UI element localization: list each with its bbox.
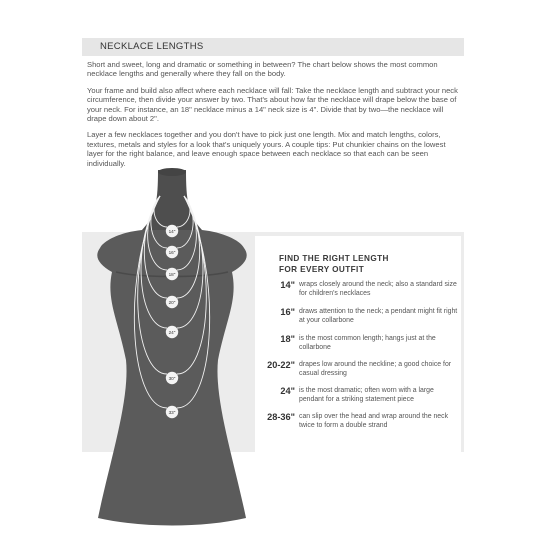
- guide-title-line-1: FIND THE RIGHT LENGTH: [279, 254, 389, 263]
- guide-item-description: is the most dramatic; often worn with a large pendant for a striking statement piece: [299, 387, 434, 403]
- page-title: NECKLACE LENGTHS: [100, 41, 204, 52]
- pendant-label: 33": [168, 409, 176, 415]
- pendant-label: 30": [168, 375, 176, 381]
- mannequin-neck-top: [158, 168, 186, 176]
- intro-paragraph-3: Layer a few necklaces together and you don't have to pick just one length. Mix and match lengths, colors, textures, metals and styles for a look that's uniquely yours. A couple tips: Put chunkier chains on the lowest layer for the right balance, and leave enough space between each necklace so that each can be seen individually.: [87, 130, 446, 168]
- guide-item-length: 16": [280, 307, 295, 317]
- pendant-label: 16": [168, 249, 176, 255]
- intro-paragraph-2: Your frame and build also affect where each necklace will fall: Take the necklace length and subtract your neck circumference, then divide your answer by two. That's about how far the necklace will drape below the base of your neck. For instance, an 18" necklace minus a 14" neck size is 4". Divide that by two—the necklace will drape down about 2".: [87, 85, 458, 124]
- guide-title: [279, 254, 389, 275]
- guide-item-description: draws attention to the neck; a pendant might fit right at your collarbone: [299, 308, 458, 324]
- pendant-label: 20": [168, 299, 176, 305]
- title-bar: [82, 38, 464, 56]
- guide-item-description: is the most common length; hangs just at the collarbone: [299, 335, 436, 351]
- guide-item-length: 14": [280, 280, 295, 290]
- guide-item-length: 20-22": [267, 360, 295, 370]
- guide-item-description: wraps closely around the neck; also a standard size for children's necklaces: [299, 281, 457, 297]
- guide-item-length: 18": [280, 334, 295, 344]
- guide-item-description: can slip over the head and wrap around the neck twice to form a double strand: [299, 413, 449, 429]
- length-guide: [255, 236, 461, 452]
- mannequin-figure: [82, 160, 262, 535]
- guide-title-line-2: FOR EVERY OUTFIT: [279, 264, 365, 274]
- intro-text: [87, 60, 459, 175]
- guide-item-description: drapes low around the neckline; a good choice for casual dressing: [299, 361, 452, 377]
- intro-paragraph-1: Short and sweet, long and dramatic or something in between? The chart below shows the most common necklace lengths and generally where they fall on the body.: [87, 60, 438, 79]
- pendant-label: 14": [168, 228, 176, 234]
- guide-item-length: 24": [280, 386, 295, 396]
- pendant-label: 18": [168, 271, 176, 277]
- guide-item-length: 28-36": [267, 412, 295, 422]
- pendant-label: 24": [168, 329, 176, 335]
